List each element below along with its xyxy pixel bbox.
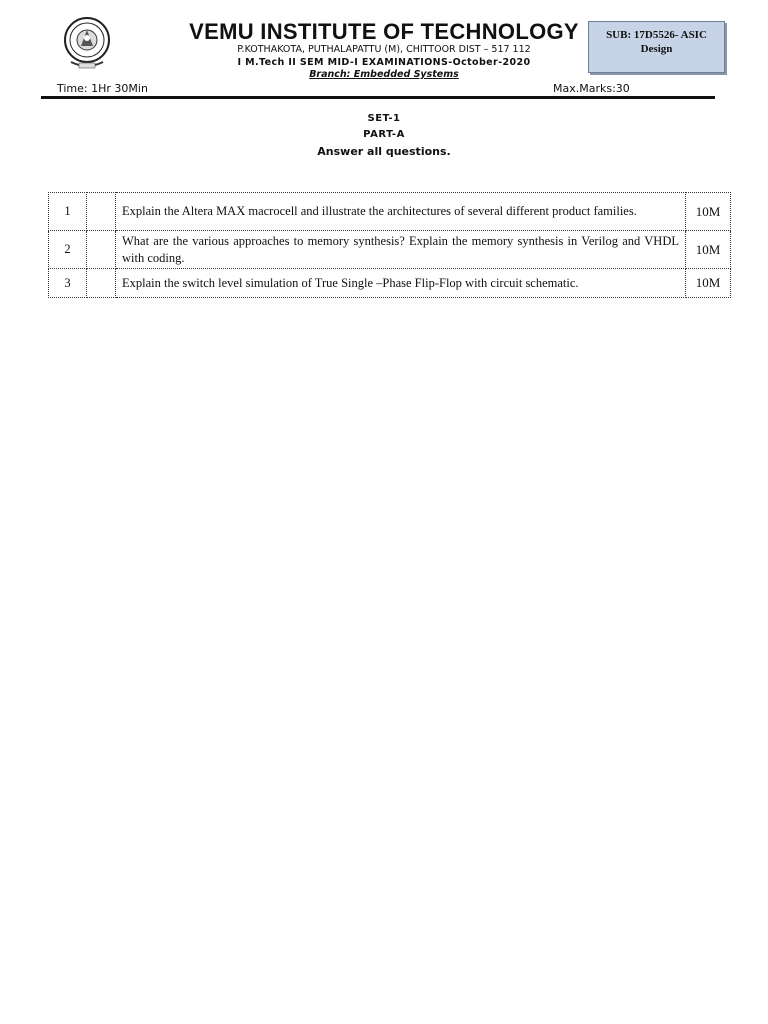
question-number: 1 <box>49 193 87 231</box>
blank-cell <box>87 269 116 298</box>
part-label: PART-A <box>363 129 405 140</box>
subject-name: Design <box>640 43 673 55</box>
branch-label: Branch: Embedded Systems <box>309 69 459 80</box>
questions-table <box>48 192 731 298</box>
table-row <box>49 269 731 298</box>
table-row <box>49 193 731 231</box>
question-marks: 10M <box>686 193 731 231</box>
blank-cell <box>87 231 116 269</box>
question-text: What are the various approaches to memory synthesis? Explain the memory synthesis in Verilog and VHDL with coding. <box>116 231 686 269</box>
blank-cell <box>87 193 116 231</box>
instruction-text: Answer all questions. <box>317 145 451 158</box>
subject-box <box>588 21 725 73</box>
max-marks: Max.Marks:30 <box>553 82 630 95</box>
set-label: SET-1 <box>367 113 401 124</box>
question-text: Explain the switch level simulation of True Single –Phase Flip-Flop with circuit schematic. <box>116 269 686 298</box>
subject-code: SUB: 17D5526- ASIC <box>606 29 707 41</box>
question-marks: 10M <box>686 231 731 269</box>
question-text: Explain the Altera MAX macrocell and illustrate the architectures of several different product families. <box>116 193 686 231</box>
institute-name: VEMU INSTITUTE OF TECHNOLOGY <box>189 19 579 44</box>
college-emblem-icon <box>61 16 113 72</box>
header-divider <box>41 96 715 99</box>
table-row <box>49 231 731 269</box>
question-number: 2 <box>49 231 87 269</box>
institute-address: P.KOTHAKOTA, PUTHALAPATTU (M), CHITTOOR DIST – 517 112 <box>237 44 531 55</box>
exam-duration: Time: 1Hr 30Min <box>57 82 148 95</box>
question-marks: 10M <box>686 269 731 298</box>
exam-title: I M.Tech II SEM MID-I EXAMINATIONS-October-2020 <box>237 57 531 68</box>
question-number: 3 <box>49 269 87 298</box>
